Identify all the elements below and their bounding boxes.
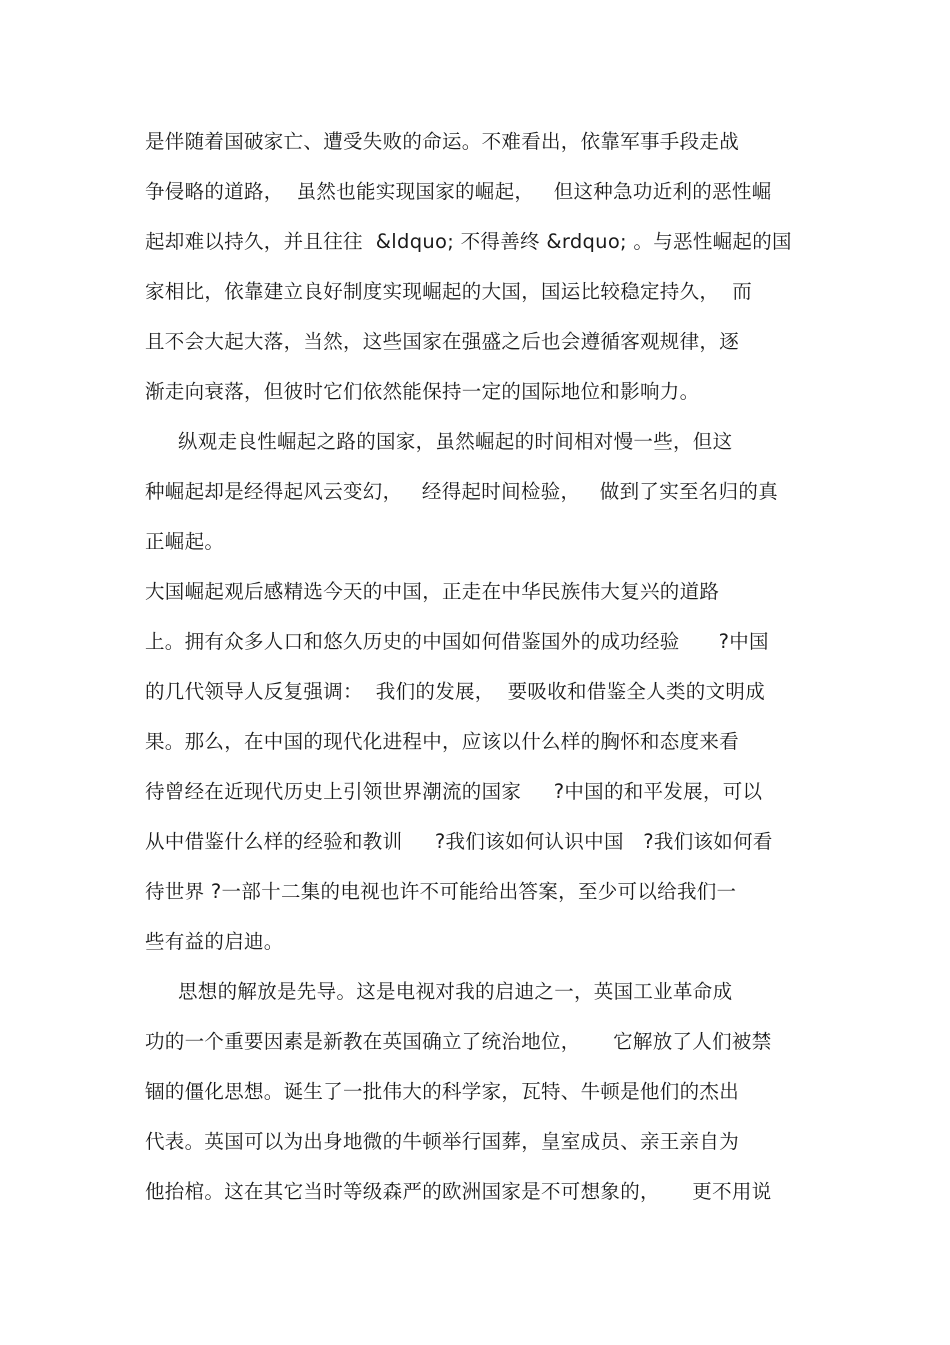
text-line: 果。那么，在中国的现代化进程中，应该以什么样的胸怀和态度来看 bbox=[145, 730, 740, 753]
text-line: 他抬棺。这在其它当时等级森严的欧洲国家是不可想象的， 更不用说 bbox=[145, 1180, 772, 1203]
text-line: 大国崛起观后感精选今天的中国，正走在中华民族伟大复兴的道路 bbox=[145, 580, 720, 603]
text-line: 渐走向衰落，但彼时它们依然能保持一定的国际地位和影响力。 bbox=[145, 380, 700, 403]
text-line: 种崛起却是经得起风云变幻， 经得起时间检验， 做到了实至名归的真 bbox=[145, 480, 778, 503]
text-line: 起却难以持久，并且往往 &ldquo; 不得善终 &rdquo; 。与恶性崛起的国 bbox=[145, 230, 792, 253]
text-line: 些有益的启迪。 bbox=[145, 930, 284, 953]
text-line: 家相比，依靠建立良好制度实现崛起的大国，国运比较稳定持久， 而 bbox=[145, 280, 752, 303]
text-line: 正崛起。 bbox=[145, 530, 225, 553]
text-line: 思想的解放是先导。这是电视对我的启迪之一，英国工业革命成 bbox=[178, 980, 733, 1003]
text-line: 是伴随着国破家亡、遭受失败的命运。不难看出，依靠军事手段走战 bbox=[145, 130, 740, 153]
text-line: 从中借鉴什么样的经验和教训 ?我们该如何认识中国 ?我们该如何看 bbox=[145, 830, 773, 853]
text-line: 上。拥有众多人口和悠久历史的中国如何借鉴国外的成功经验 ?中国 bbox=[145, 630, 769, 653]
text-line: 的几代领导人反复强调： 我们的发展， 要吸收和借鉴全人类的文明成 bbox=[145, 680, 765, 703]
text-line: 争侵略的道路， 虽然也能实现国家的崛起， 但这种急功近利的恶性崛 bbox=[145, 180, 772, 203]
text-line: 锢的僵化思想。诞生了一批伟大的科学家，瓦特、牛顿是他们的杰出 bbox=[145, 1080, 740, 1103]
text-line: 待世界 ?一部十二集的电视也许不可能给出答案，至少可以给我们一 bbox=[145, 880, 737, 903]
text-line: 纵观走良性崛起之路的国家，虽然崛起的时间相对慢一些，但这 bbox=[178, 430, 733, 453]
text-line: 且不会大起大落，当然，这些国家在强盛之后也会遵循客观规律，逐 bbox=[145, 330, 740, 353]
text-line: 代表。英国可以为出身地微的牛顿举行国葬，皇室成员、亲王亲自为 bbox=[145, 1130, 740, 1153]
text-line: 待曾经在近现代历史上引领世界潮流的国家 ?中国的和平发展，可以 bbox=[145, 780, 763, 803]
text-line: 功的一个重要因素是新教在英国确立了统治地位， 它解放了人们被禁 bbox=[145, 1030, 772, 1053]
